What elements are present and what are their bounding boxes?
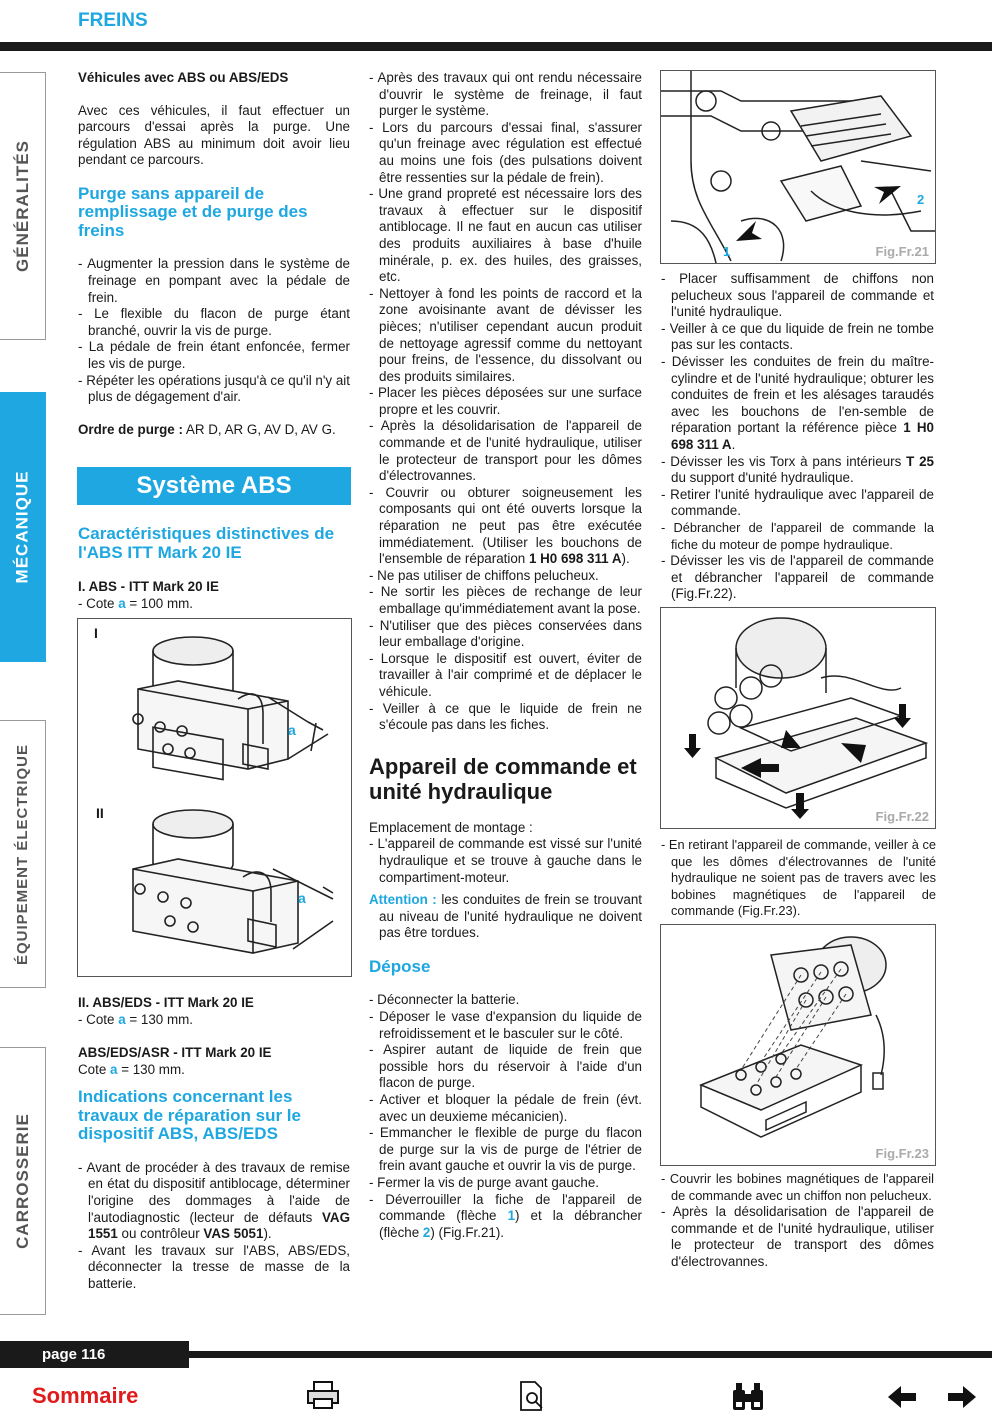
list-item: - Augmenter la pression dans le système de freinage en pompant avec la pédale de frein. — [78, 256, 350, 305]
section-title: FREINS — [78, 10, 148, 31]
heading-depose: Dépose — [369, 956, 431, 976]
heading-vehicules: Véhicules avec ABS ou ABS/EDS — [78, 70, 289, 85]
caution-list — [661, 837, 936, 920]
ordre-label: Ordre de purge : — [78, 421, 183, 437]
list-item: - Déposer le vase d'expansion du liquide de refroidissement et le basculer sur le côté. — [369, 1009, 642, 1041]
abs3-cote: Cote a = 130 mm. — [78, 1061, 185, 1077]
control-unit-drawing — [661, 608, 935, 828]
list-item: - Retirer l'unité hydraulique avec l'appareil de commande. — [661, 486, 934, 519]
heading-caracteristiques: Caractéristiques distinctives de l'ABS ITT Mark 20 IE — [78, 524, 335, 562]
list-item: - Lors du parcours d'essai final, s'assurer qu'un freinage avec régulation est effectué au moins une fois (des pulsations doivent être ressenties sur la pédale de frein). — [369, 119, 642, 185]
list-item: - Après la désolidarisation de l'appareil de commande et de l'unité hydraulique, utiliser le protecteur de transport des dômes d'électrovannes. — [661, 1204, 934, 1269]
binoculars-icon[interactable] — [730, 1380, 766, 1417]
dimension-a-label: a — [288, 722, 296, 738]
arrow-right-icon[interactable] — [946, 1384, 978, 1415]
column-2 — [369, 70, 642, 1241]
list-item: - Avant de procéder à des travaux de remise en état du dispositif antiblocage, déterminer l'origine des dommages à l'aide de l'autodiagnostic (lecteur de défauts VAG 1551 ou contrôleur VAS 5051). — [78, 1159, 350, 1242]
list-item: - Dévisser les vis Torx à pans intérieurs T 25 du support d'unité hydraulique. — [661, 453, 934, 486]
column-1-b — [78, 525, 350, 612]
list-item: - Couvrir les bobines magnétiques de l'appareil de commande avec un chiffon non pelucheux. — [661, 1171, 934, 1203]
figure-caption: Fig.Fr.21 — [875, 244, 929, 259]
figure-fr22 — [660, 607, 936, 829]
list-item: - Répéter les opérations jusqu'à ce qu'il n'y ait plus de dégagement d'air. — [78, 372, 350, 405]
tab-label: GÉNÉRALITÉS — [12, 140, 32, 272]
column-3-b — [661, 837, 936, 920]
list-item: - Une grand propreté est nécessaire lors des travaux à effectuer sur le dispositif antiblocage. Il ne faut en aucun cas utiliser des produits auxiliaires à base d'huile minérale, p. ex. des huiles, des graisses, etc. — [369, 186, 642, 285]
list-item: - Dévisser les vis de l'appareil de commande et débrancher l'appareil de commande (Fig.Fr.22). — [661, 553, 934, 602]
list-item: - Ne sortir les pièces de rechange de leur emballage qu'immédiatement avant la pose. — [369, 584, 642, 616]
figure-fr23 — [660, 924, 936, 1166]
list-item: - Ne pas utiliser de chiffons pelucheux. — [369, 567, 599, 583]
abs-unit-drawings — [78, 619, 351, 976]
figure-fr21 — [660, 70, 936, 264]
tab-mecanique[interactable] — [0, 392, 46, 662]
emplacement-list — [369, 836, 642, 886]
tab-carrosserie[interactable] — [0, 1047, 46, 1315]
list-item: - L'appareil de commande est vissé sur l'unité hydraulique et se trouve à gauche dans le compartiment-moteur. — [369, 836, 642, 885]
depose-steps-list — [661, 271, 934, 603]
list-item: - Veiller à ce que le liquide de frein ne s'écoule pas dans les fiches. — [369, 700, 642, 733]
header-rule — [0, 42, 992, 51]
indications-list — [78, 1160, 350, 1293]
list-item: - Aspirer autant de liquide de frein que possible hors du réservoir à l'aide d'un flacon de purge. — [369, 1042, 642, 1091]
figure-label-ii: II — [96, 805, 104, 821]
list-item: - Emmancher le flexible de purge du flacon de purge sur la vis de purge de l'étrier de frein avant gauche et ouvrir la vis de purge. — [369, 1125, 642, 1174]
page-number: page 116 — [0, 1341, 189, 1368]
ordre-purge — [78, 422, 350, 439]
sommaire-link[interactable]: Sommaire — [32, 1383, 139, 1408]
list-item: - Placer suffisamment de chiffons non pelucheux sous l'appareil de commande et l'unité hydraulique. — [661, 271, 934, 320]
paragraph-vehicules: Avec ces véhicules, il faut effectuer un parcours d'essai après la purge. Une régulation ABS au minimum doit avoir lieu pendant ce parcours. — [78, 102, 350, 168]
tab-equipement-electrique[interactable] — [0, 720, 46, 988]
list-item: - Déverrouiller la fiche de l'appareil de commande (flèche 1) et la débrancher (flèche 2) (Fig.Fr.21). — [369, 1191, 642, 1240]
list-item: - Après des travaux qui ont rendu nécessaire d'ouvrir le système de freinage, il faut purger le système. — [369, 70, 642, 119]
arrow-left-icon[interactable] — [886, 1384, 918, 1415]
figure-caption: Fig.Fr.22 — [875, 809, 929, 824]
heading-indications: Indications concernant les travaux de réparation sur le dispositif ABS, ABS/EDS — [78, 1087, 301, 1144]
arrow-2-label: 2 — [917, 192, 925, 207]
figure-label-i: I — [94, 625, 98, 641]
hydraulic-unit-separation-drawing — [661, 925, 935, 1165]
zoom-page-icon[interactable] — [518, 1380, 546, 1417]
purge-list — [78, 256, 350, 405]
list-item: - Débrancher de l'appareil de commande la fiche du moteur de pompe hydraulique. — [661, 519, 934, 552]
column-3-a — [661, 271, 934, 603]
list-item: - Couvrir ou obturer soigneusement les composants qui ont été ouverts lorsque la réparation ne peut pas être exécutée immédiatement. (Utiliser les bouchons de l'ensemble de réparation 1 H0 698 311 A). — [369, 484, 642, 567]
list-item: - Dévisser les conduites de frein du maître-cylindre et de l'unité hydraulique; obturer les conduites de frein et les alésages taraudés avec les bouchons de l'en-semble de réparation portant la référence pièce 1 H0 698 311 A. — [661, 353, 934, 452]
list-item: - Le flexible du flacon de purge étant branché, ouvrir la vis de purge. — [78, 306, 350, 338]
list-item: - Activer et bloquer la pédale de frein (évt. avec un deuxieme mécanicien). — [369, 1091, 642, 1124]
abs2-cote: - Cote a = 130 mm. — [78, 1011, 193, 1027]
list-item: - Fermer la vis de purge avant gauche. — [369, 1174, 599, 1190]
abs1-title: I. ABS - ITT Mark 20 IE — [78, 579, 219, 594]
abs2-title: II. ABS/EDS - ITT Mark 20 IE — [78, 995, 254, 1010]
abs-units-figure — [77, 618, 352, 977]
tab-label: CARROSSERIE — [12, 1113, 32, 1249]
figure-caption: Fig.Fr.23 — [875, 1146, 929, 1161]
list-item: - Déconnecter la batterie. — [369, 992, 520, 1008]
column-1-c — [78, 995, 350, 1293]
heading-appareil: Appareil de commande et unité hydraulique — [369, 753, 637, 804]
ordre-value: AR D, AR G, AV D, AV G. — [182, 421, 336, 437]
list-item: - Placer les pièces déposées sur une surface propre et les couvrir. — [369, 385, 642, 417]
precautions-list — [369, 70, 642, 734]
arrow-1-label: 1 — [723, 244, 731, 259]
dimension-a-label: a — [298, 890, 306, 906]
tab-label: ÉQUIPEMENT ÉLECTRIQUE — [14, 743, 31, 965]
emplacement-label: Emplacement de montage : — [369, 819, 533, 835]
list-item: - En retirant l'appareil de commande, veiller à ce que les dômes d'électrovannes de l'unité hydraulique ne soient pas de travers avec les bobines magnétiques de l'appareil de commande (Fig.Fr.23). — [661, 837, 936, 919]
attention-note: Attention : les conduites de frein se trouvant au niveau de l'unité hydraulique ne doivent pas être tordues. — [369, 892, 643, 941]
systeme-abs-banner: Système ABS — [77, 467, 351, 505]
list-item: - Avant les travaux sur l'ABS, ABS/EDS, déconnecter la tresse de masse de la batterie. — [78, 1242, 350, 1292]
list-item: - Lorsque le dispositif est ouvert, éviter de travailler à l'air comprimé et de déplacer le véhicule. — [369, 650, 642, 699]
column-3-c — [661, 1171, 934, 1271]
connector-drawing — [661, 71, 935, 263]
list-item: - Veiller à ce que du liquide de frein ne tombe pas sur les contacts. — [661, 320, 934, 353]
depose-list — [369, 992, 642, 1241]
printer-icon[interactable] — [306, 1380, 340, 1415]
column-1 — [78, 70, 350, 438]
abs3-title: ABS/EDS/ASR - ITT Mark 20 IE — [78, 1045, 272, 1061]
list-item: - Après la désolidarisation de l'appareil de commande et de l'unité hydraulique, utiliser le protecteur de transport pour les dômes d'électrovannes. — [369, 418, 642, 484]
list-item: - Nettoyer à fond les points de raccord et la zone avoisinante avant de dévisser les pièces; n'utiliser cependant aucun produit de nettoyage agressif comme du nettoyant pour freins, de l'essence, du dissolvant ou des produits similaires. — [369, 285, 642, 384]
abs1-cote: - Cote a = 100 mm. — [78, 595, 193, 611]
tab-generalites[interactable] — [0, 72, 46, 340]
final-steps-list — [661, 1171, 934, 1271]
heading-purge: Purge sans appareil de remplissage et de purge des freins — [78, 183, 308, 240]
list-item: - N'utiliser que des pièces conservées dans leur emballage d'origine. — [369, 617, 642, 650]
list-item: - La pédale de frein étant enfoncée, fermer les vis de purge. — [78, 339, 350, 372]
tab-label: MÉCANIQUE — [12, 470, 32, 584]
